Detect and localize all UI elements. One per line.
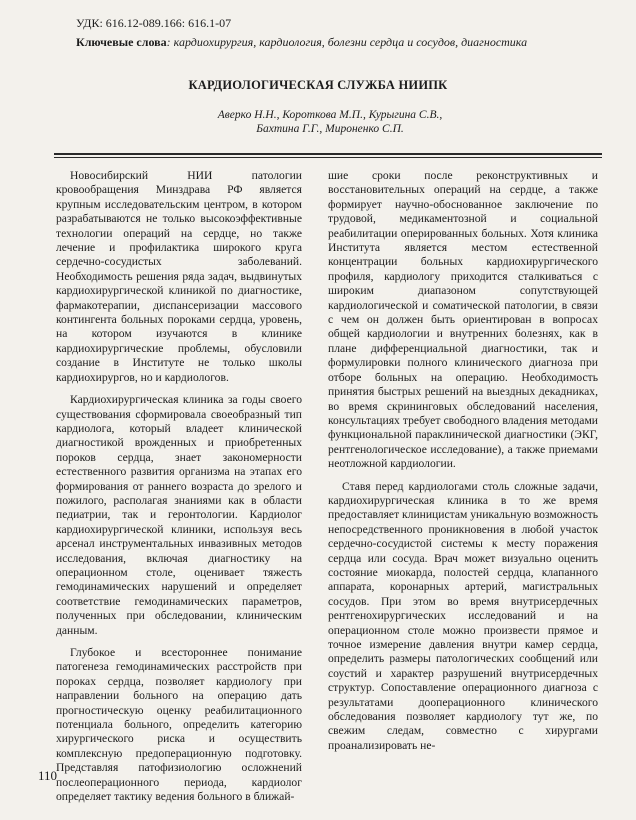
left-paragraph-2: Кардиохирургическая клиника за годы своего существования сформировала своеобразный тип кардиолога, который владеет клинической диагностикой врожденных и приобретенных пороков сердца, знает закономерности естественного развития организма на этапах его формирования от раннего возраста до зрелого и пожилого, располагая знаниями как в области педиатрии, так и геронтологии. Кардиолог кардиохирургической клиники, используя весь арсенал инструментальных инвазивных методов исследования, включая диагностику на операционном столе, оценивает тяжесть гемодинамических нарушений и определяет соответствие гемодинамических параметров, полученных при обследовании, клиническим данным. [56, 393, 302, 637]
left-paragraph-3: Глубокое и всестороннее понимание патогенеза гемодинамических расстройств при пороках сердца, позволяет кардиологу при направлении больного на операцию дать прогностическую оценку реабилитационного потенциала больного, определить категорию хирургического риска и осуществить комплексную предоперационную подготовку. Представляя патофизиологию осложнений послеоперационного периода, кардиолог определяет тактику ведения больного в ближай- [56, 646, 302, 804]
authors-line-2: Бахтина Г.Г., Мироненко С.П. [256, 123, 404, 135]
article-title: КАРДИОЛОГИЧЕСКАЯ СЛУЖБА НИИПК [188, 78, 448, 92]
header-rule-thick [54, 153, 602, 155]
page-number: 110 [38, 768, 58, 783]
left-column [56, 169, 302, 804]
udk-code: УДК: 616.12-089.166: 616.1-07 [76, 16, 232, 30]
right-paragraph-2: Ставя перед кардиологами столь сложные задачи, кардиохирургическая клиника в то же время предоставляет клиницистам уникальную возможность непосредственного проникновения в любой участок сердечно-сосудистой системы к месту поражения сердца или сосуда. Врач может визуально оценить состояние миокарда, полостей сердца, клапанного аппарата, коронарных артерий, магистральных сосудов. При этом во время внутрисердечных рентгенохирургических исследований и на операционном столе можно произвести прямое и точное измерение давления внутри камер сердца, определить размеры патологических сообщений или соустий и характер разрушений внутрисердечных структур. Сопоставление операционного диагноза с результатами дооперационного клинического обследования позволяет кардиологу тут же, по свежим следам, совместно с хирургами проанализировать не- [328, 479, 599, 752]
author-list [150, 108, 510, 136]
keywords-text: : кардиохирургия, кардиология, болезни сердца и сосудов, диагностика [166, 35, 528, 49]
authors-line-1: Аверко Н.Н., Короткова М.П., Курыгина С.В., [217, 109, 443, 121]
right-paragraph-1: шие сроки после реконструктивных и восстановительных операций на сердце, а также формирует научно-обоснованное заключение по трудовой, медикаментозной и социальной реабилитации оперированных больных. Хотя клиника Института является местом естественной концентрации больных кардиохирургического профиля, кардиологу приходится сталкиваться с широким диапазоном сопутствующей кардиологической и соматической патологии, в связи с чем он должен быть ориентирован в вопросах общей кардиологии и внутренних болезнях, как в плане дифференциальной диагностики, так и формулировки полного клинического диагноза при отборе больных на операцию. Необходимость принятия быстрых решений на выездных декадниках, во время скрининговых обследований населения, консультациях требует свободного владения методами функциональной параклинической диагностики (ЭКГ, рентгенологическое исследование), а также приемами неотложной кардиологии. [328, 169, 598, 471]
keywords-label: Ключевые слова [76, 35, 167, 49]
right-column [328, 169, 598, 753]
left-paragraph-1: Новосибирский НИИ патологии кровообращения Минздрава РФ является крупным исследовательским центром, в котором разрабатываются не только высокоэффективные технологии операций на сердце, но также лечение и профилактика широкого круга сердечно-сосудистых заболеваний. Необходимость решения ряда задач, выдвинутых кардиохирургической клиникой по диагностике, фармакотерапии, диспансеризации массового контингента больных пороками сердца, уровень, на котором изучаются в клинике кардиохирургические проблемы, обусловили создание в Институте не только школы кардиохирургов, но и кардиологов. [56, 169, 302, 384]
header-rule-thin [54, 157, 602, 158]
keywords-line [76, 35, 556, 49]
